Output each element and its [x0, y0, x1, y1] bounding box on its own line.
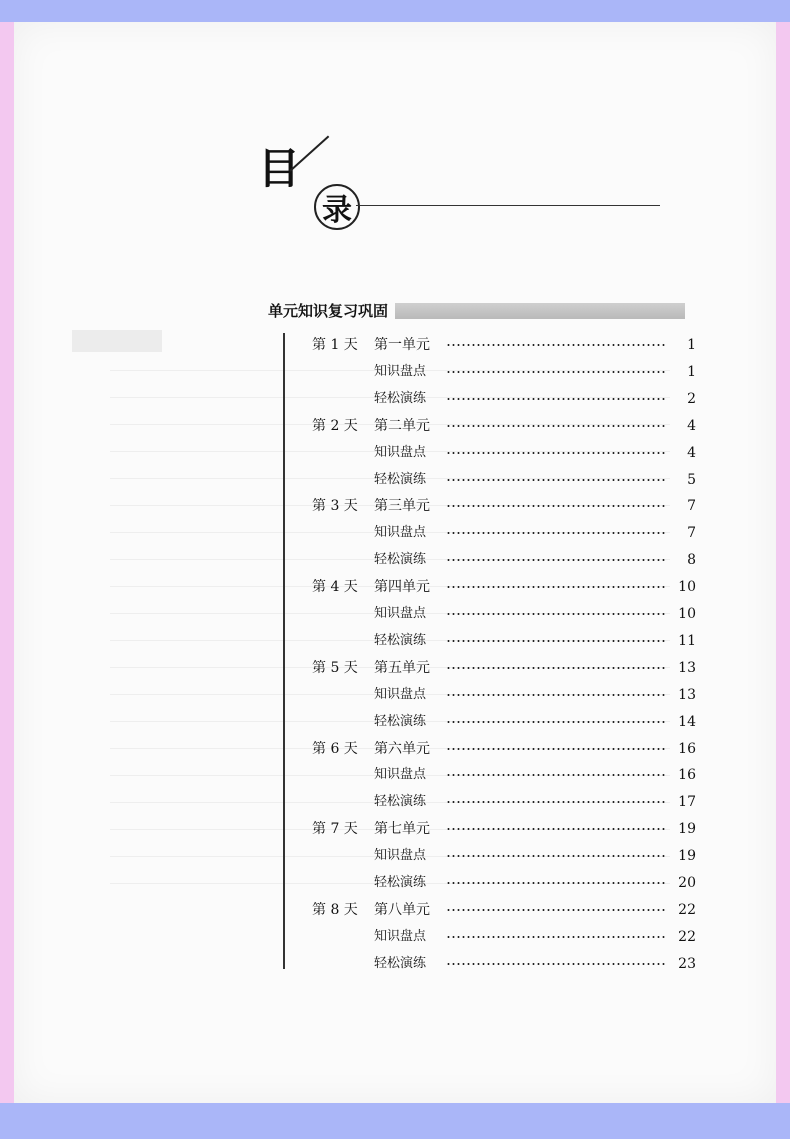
toc-dot-leader — [446, 448, 666, 458]
toc-entry[interactable] — [0, 548, 760, 572]
toc-entry-title: 知识盘点 — [374, 444, 427, 460]
toc-page-number: 10 — [678, 579, 696, 596]
bottom-border-band — [0, 1103, 790, 1139]
toc-page-number: 13 — [678, 686, 696, 703]
toc-page-number: 8 — [687, 552, 696, 569]
toc-dot-leader — [446, 421, 666, 431]
toc-dot-leader — [446, 878, 666, 888]
toc-entry[interactable] — [0, 468, 760, 492]
toc-day-label: 第 8 天 — [312, 901, 358, 918]
toc-entry[interactable] — [0, 387, 760, 411]
toc-page-number: 7 — [687, 498, 696, 515]
toc-entry[interactable] — [0, 763, 760, 787]
toc-page-number: 4 — [687, 444, 696, 461]
toc-page-number: 22 — [678, 928, 696, 945]
toc-dot-leader — [446, 501, 666, 511]
toc-page-number: 23 — [678, 955, 696, 972]
toc-entry-title: 知识盘点 — [374, 767, 427, 783]
toc-entry-title: 知识盘点 — [374, 848, 427, 864]
toc-entry-title: 第二单元 — [374, 417, 430, 434]
toc-dot-leader — [446, 609, 666, 619]
toc-entry[interactable] — [0, 360, 760, 384]
toc-entry[interactable] — [0, 737, 760, 761]
toc-entry-title: 轻松演练 — [374, 713, 427, 729]
title-character-mu: 目 — [258, 144, 301, 193]
toc-entry-title: 知识盘点 — [374, 686, 427, 702]
toc-day-label: 第 1 天 — [312, 337, 358, 353]
toc-page-number: 1 — [687, 337, 696, 353]
toc-entry[interactable] — [0, 333, 760, 357]
toc-entry-title: 第六单元 — [374, 740, 430, 757]
toc-entry[interactable] — [0, 925, 760, 949]
toc-dot-leader — [446, 690, 666, 700]
toc-entry-title: 第三单元 — [374, 498, 430, 515]
toc-day-label: 第 5 天 — [312, 659, 358, 676]
toc-page-number: 16 — [678, 740, 696, 757]
toc-dot-leader — [446, 528, 666, 538]
toc-entry[interactable] — [0, 602, 760, 626]
toc-dot-leader — [446, 851, 666, 861]
toc-dot-leader — [446, 475, 666, 485]
toc-entry-title: 轻松演练 — [374, 552, 427, 568]
toc-dot-leader — [446, 367, 666, 377]
toc-entry-title: 轻松演练 — [374, 632, 427, 648]
toc-entry-title: 第一单元 — [374, 337, 430, 353]
title-character-lu-circle — [314, 184, 360, 230]
toc-dot-leader — [446, 582, 666, 592]
toc-entry[interactable] — [0, 414, 760, 438]
toc-page-number: 19 — [678, 821, 696, 838]
toc-page-number: 11 — [678, 632, 696, 649]
top-border-band — [0, 0, 790, 22]
toc-entry[interactable] — [0, 790, 760, 814]
toc-dot-leader — [446, 717, 666, 727]
toc-page-number: 7 — [687, 525, 696, 542]
toc-page-number: 20 — [678, 875, 696, 891]
toc-dot-leader — [446, 824, 666, 834]
toc-entry-title: 第七单元 — [374, 821, 430, 838]
toc-entry[interactable] — [0, 710, 760, 734]
toc-entry[interactable] — [0, 898, 760, 922]
toc-page-number: 16 — [678, 767, 696, 784]
toc-entry[interactable] — [0, 441, 760, 465]
toc-day-label: 第 7 天 — [312, 821, 358, 838]
toc-entry-title: 知识盘点 — [374, 363, 427, 379]
toc-page-number: 10 — [678, 606, 696, 622]
toc-entry[interactable] — [0, 494, 760, 518]
toc-entry[interactable] — [0, 871, 760, 895]
toc-day-label: 第 2 天 — [312, 417, 358, 434]
toc-entry-title: 第四单元 — [374, 579, 430, 596]
toc-entry[interactable] — [0, 844, 760, 868]
toc-dot-leader — [446, 797, 666, 807]
toc-dot-leader — [446, 555, 666, 565]
toc-page-number: 4 — [687, 417, 696, 434]
toc-page-number: 14 — [678, 713, 696, 730]
toc-page-number: 17 — [678, 794, 696, 811]
toc-page-number: 2 — [687, 390, 696, 407]
toc-page-number: 22 — [678, 901, 696, 918]
toc-entry-title: 轻松演练 — [374, 390, 427, 406]
toc-page-number: 19 — [678, 848, 696, 865]
toc-entry-title: 轻松演练 — [374, 875, 427, 890]
toc-day-label: 第 4 天 — [312, 579, 358, 596]
toc-dot-leader — [446, 636, 666, 646]
toc-dot-leader — [446, 744, 666, 754]
toc-entry[interactable] — [0, 817, 760, 841]
toc-entry-title: 知识盘点 — [374, 928, 427, 944]
toc-dot-leader — [446, 770, 666, 780]
toc-day-label: 第 6 天 — [312, 740, 358, 757]
toc-day-label: 第 3 天 — [312, 498, 358, 515]
toc-entry-title: 轻松演练 — [374, 955, 427, 971]
section-title-bar — [395, 303, 685, 319]
toc-dot-leader — [446, 905, 666, 915]
toc-page-number: 1 — [687, 363, 696, 380]
toc-entry[interactable] — [0, 521, 760, 545]
title-rule — [356, 205, 660, 206]
toc-dot-leader — [446, 932, 666, 942]
toc-entry[interactable] — [0, 656, 760, 680]
toc-page-number: 5 — [687, 471, 696, 488]
title-character-lu: 录 — [322, 193, 352, 228]
toc-entry-title: 第八单元 — [374, 901, 430, 918]
toc-entry[interactable] — [0, 575, 760, 599]
toc-entry[interactable] — [0, 683, 760, 707]
toc-dot-leader — [446, 340, 666, 350]
toc-entry-title: 轻松演练 — [374, 794, 427, 810]
toc-dot-leader — [446, 959, 666, 969]
toc-entry-title: 轻松演练 — [374, 471, 427, 487]
toc-page-number: 13 — [678, 659, 696, 676]
toc-entry[interactable] — [0, 629, 760, 653]
section-title: 单元知识复习巩固 — [268, 302, 389, 320]
toc-dot-leader — [446, 394, 666, 404]
toc-entry[interactable] — [0, 952, 760, 976]
toc-dot-leader — [446, 663, 666, 673]
toc-entry-title: 第五单元 — [374, 659, 430, 676]
toc-entry-title: 知识盘点 — [374, 525, 427, 541]
toc-entry-title: 知识盘点 — [374, 606, 427, 621]
